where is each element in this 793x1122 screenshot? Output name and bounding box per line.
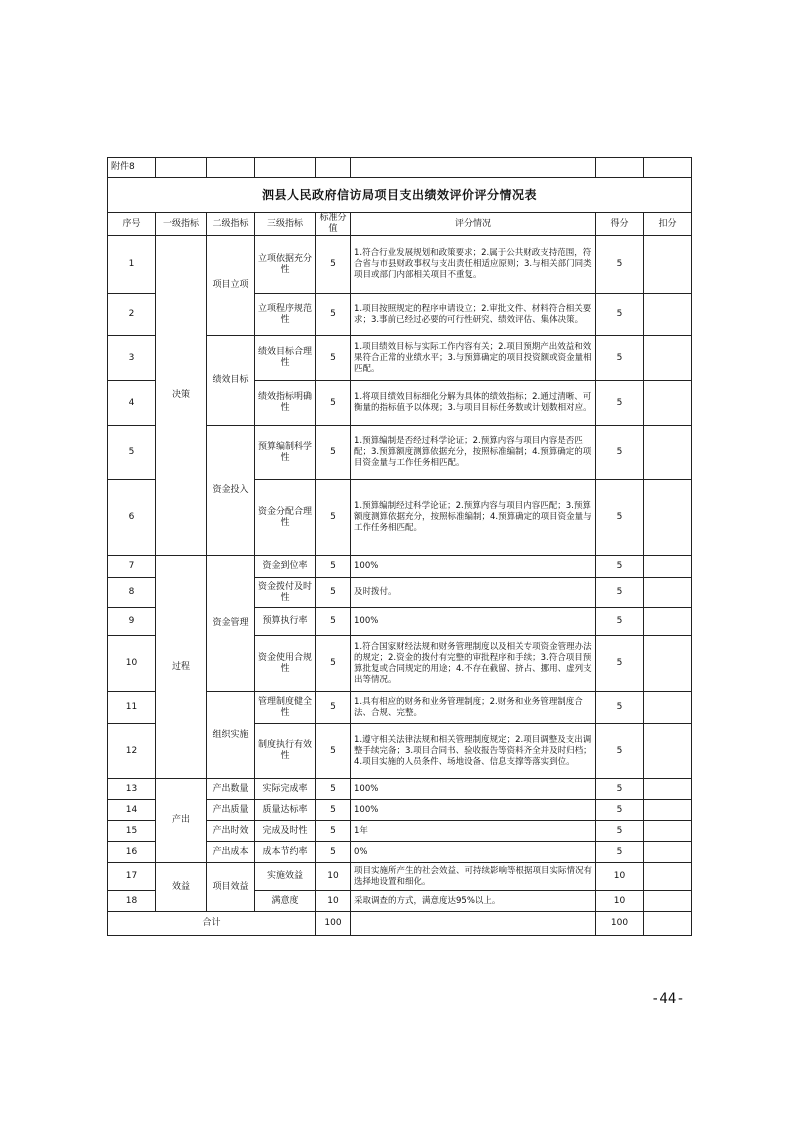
total-row bbox=[108, 912, 692, 936]
row-seq: 15 bbox=[108, 821, 156, 842]
row-standard: 10 bbox=[316, 863, 351, 891]
evaluation-table bbox=[107, 157, 692, 936]
header-standard: 标准分值 bbox=[316, 213, 351, 236]
row-standard: 5 bbox=[316, 821, 351, 842]
row-seq: 11 bbox=[108, 692, 156, 724]
row-evaluation: 1年 bbox=[351, 821, 596, 842]
row-deduction bbox=[644, 692, 692, 724]
header-score: 得分 bbox=[596, 213, 644, 236]
row-score: 5 bbox=[596, 426, 644, 480]
row-standard: 5 bbox=[316, 236, 351, 294]
row-deduction bbox=[644, 426, 692, 480]
row-level3: 预算执行率 bbox=[255, 608, 316, 636]
row-standard: 5 bbox=[316, 692, 351, 724]
table-row bbox=[108, 863, 692, 891]
row-standard: 5 bbox=[316, 724, 351, 779]
row-seq: 3 bbox=[108, 336, 156, 381]
row-evaluation: 项目实施所产生的社会效益、可持续影响等根据项目实际情况有选择地设置和细化。 bbox=[351, 863, 596, 891]
row-deduction bbox=[644, 863, 692, 891]
row-deduction bbox=[644, 842, 692, 863]
row-standard: 10 bbox=[316, 891, 351, 912]
row-seq: 16 bbox=[108, 842, 156, 863]
table-row bbox=[108, 556, 692, 578]
row-level3: 资金分配合理性 bbox=[255, 480, 316, 556]
row-level3: 资金拨付及时性 bbox=[255, 578, 316, 608]
row-level3: 资金使用合规性 bbox=[255, 636, 316, 692]
title-row bbox=[108, 178, 692, 213]
row-seq: 5 bbox=[108, 426, 156, 480]
row-level3: 实施效益 bbox=[255, 863, 316, 891]
row-level3: 制度执行有效性 bbox=[255, 724, 316, 779]
row-deduction bbox=[644, 480, 692, 556]
row-standard: 5 bbox=[316, 800, 351, 821]
row-score: 5 bbox=[596, 636, 644, 692]
row-evaluation: 1.预算编制是否经过科学论证；2.预算内容与项目内容是否匹配；3.预算额度测算依据充分，按照标准编制；4.预算确定的项目资金量与工作任务相匹配。 bbox=[351, 426, 596, 480]
row-score: 5 bbox=[596, 842, 644, 863]
row-evaluation: 采取调查的方式，满意度达95%以上。 bbox=[351, 891, 596, 912]
row-evaluation: 1.符合行业发展规划和政策要求；2.属于公共财政支持范围，符合省与市县财政事权与支出责任相适应原则；3.与相关部门同类项目或部门内部相关项目不重复。 bbox=[351, 236, 596, 294]
row-score: 5 bbox=[596, 480, 644, 556]
row-seq: 4 bbox=[108, 381, 156, 426]
header-level1: 一级指标 bbox=[156, 213, 207, 236]
row-deduction bbox=[644, 578, 692, 608]
row-score: 5 bbox=[596, 821, 644, 842]
header-seq: 序号 bbox=[108, 213, 156, 236]
level2-cell: 绩效目标 bbox=[207, 336, 255, 426]
table-title: 泗县人民政府信访局项目支出绩效评价评分情况表 bbox=[108, 178, 692, 213]
table-row bbox=[108, 236, 692, 294]
row-deduction bbox=[644, 636, 692, 692]
level1-cell: 产出 bbox=[156, 779, 207, 863]
row-evaluation: 1.符合国家财经法规和财务管理制度以及相关专项资金管理办法的规定；2.资金的拨付有完整的审批程序和手续；3.符合项目预算批复或合同规定的用途；4.不存在截留、挤占、挪用、虚列支出等情况。 bbox=[351, 636, 596, 692]
row-seq: 12 bbox=[108, 724, 156, 779]
row-level3: 预算编制科学性 bbox=[255, 426, 316, 480]
row-deduction bbox=[644, 381, 692, 426]
row-seq: 13 bbox=[108, 779, 156, 800]
row-level3: 实际完成率 bbox=[255, 779, 316, 800]
row-deduction bbox=[644, 724, 692, 779]
row-evaluation: 100% bbox=[351, 608, 596, 636]
row-evaluation: 1.预算编制经过科学论证；2.预算内容与项目内容匹配；3.预算额度测算依据充分，按照标准编制；4.预算确定的项目资金量与工作任务相匹配。 bbox=[351, 480, 596, 556]
row-score: 5 bbox=[596, 236, 644, 294]
row-standard: 5 bbox=[316, 294, 351, 336]
row-seq: 17 bbox=[108, 863, 156, 891]
row-evaluation: 及时拨付。 bbox=[351, 578, 596, 608]
row-deduction bbox=[644, 800, 692, 821]
row-seq: 18 bbox=[108, 891, 156, 912]
row-standard: 5 bbox=[316, 608, 351, 636]
row-deduction bbox=[644, 336, 692, 381]
row-score: 5 bbox=[596, 724, 644, 779]
header-level2: 二级指标 bbox=[207, 213, 255, 236]
header-deduction: 扣分 bbox=[644, 213, 692, 236]
row-score: 10 bbox=[596, 891, 644, 912]
row-standard: 5 bbox=[316, 336, 351, 381]
table-row bbox=[108, 779, 692, 800]
row-level3: 立项程序规范性 bbox=[255, 294, 316, 336]
level2-cell: 产出数量 bbox=[207, 779, 255, 800]
row-level3: 资金到位率 bbox=[255, 556, 316, 578]
attachment-row bbox=[108, 158, 692, 178]
row-deduction bbox=[644, 891, 692, 912]
row-deduction bbox=[644, 294, 692, 336]
row-score: 5 bbox=[596, 294, 644, 336]
row-score: 10 bbox=[596, 863, 644, 891]
row-evaluation: 100% bbox=[351, 800, 596, 821]
row-level3: 管理制度健全性 bbox=[255, 692, 316, 724]
row-deduction bbox=[644, 608, 692, 636]
header-level3: 三级指标 bbox=[255, 213, 316, 236]
row-score: 5 bbox=[596, 336, 644, 381]
header-row bbox=[108, 213, 692, 236]
row-score: 5 bbox=[596, 692, 644, 724]
row-score: 5 bbox=[596, 578, 644, 608]
row-evaluation: 0% bbox=[351, 842, 596, 863]
row-score: 5 bbox=[596, 779, 644, 800]
row-seq: 2 bbox=[108, 294, 156, 336]
row-standard: 5 bbox=[316, 578, 351, 608]
row-level3: 立项依据充分性 bbox=[255, 236, 316, 294]
level2-cell: 资金投入 bbox=[207, 426, 255, 556]
row-seq: 6 bbox=[108, 480, 156, 556]
row-level3: 完成及时性 bbox=[255, 821, 316, 842]
row-evaluation: 1.项目绩效目标与实际工作内容有关；2.项目预期产出效益和效果符合正常的业绩水平；3.与预算确定的项目投资额或资金量相匹配。 bbox=[351, 336, 596, 381]
total-score: 100 bbox=[596, 912, 644, 936]
level2-cell: 组织实施 bbox=[207, 692, 255, 779]
row-standard: 5 bbox=[316, 426, 351, 480]
level2-cell: 项目立项 bbox=[207, 236, 255, 336]
level2-cell: 资金管理 bbox=[207, 556, 255, 692]
row-evaluation: 100% bbox=[351, 556, 596, 578]
row-seq: 14 bbox=[108, 800, 156, 821]
row-level3: 满意度 bbox=[255, 891, 316, 912]
row-standard: 5 bbox=[316, 842, 351, 863]
row-level3: 成本节约率 bbox=[255, 842, 316, 863]
row-standard: 5 bbox=[316, 779, 351, 800]
level2-cell: 产出时效 bbox=[207, 821, 255, 842]
row-score: 5 bbox=[596, 556, 644, 578]
row-score: 5 bbox=[596, 608, 644, 636]
total-label: 合计 bbox=[108, 912, 316, 936]
row-evaluation: 1.具有相应的财务和业务管理制度；2.财务和业务管理制度合法、合规、完整。 bbox=[351, 692, 596, 724]
row-score: 5 bbox=[596, 381, 644, 426]
level2-cell: 项目效益 bbox=[207, 863, 255, 912]
level1-cell: 效益 bbox=[156, 863, 207, 912]
row-evaluation: 1.将项目绩效目标细化分解为具体的绩效指标；2.通过清晰、可衡量的指标值予以体现；3.与项目目标任务数或计划数相对应。 bbox=[351, 381, 596, 426]
row-deduction bbox=[644, 821, 692, 842]
attachment-label: 附件8 bbox=[108, 158, 156, 178]
level1-cell: 决策 bbox=[156, 236, 207, 556]
row-level3: 质量达标率 bbox=[255, 800, 316, 821]
row-evaluation: 1.项目按照规定的程序申请设立；2.审批文件、材料符合相关要求；3.事前已经过必要的可行性研究、绩效评估、集体决策。 bbox=[351, 294, 596, 336]
row-seq: 7 bbox=[108, 556, 156, 578]
row-standard: 5 bbox=[316, 556, 351, 578]
row-level3: 绩效目标合理性 bbox=[255, 336, 316, 381]
level1-cell: 过程 bbox=[156, 556, 207, 779]
row-deduction bbox=[644, 236, 692, 294]
header-evaluation: 评分情况 bbox=[351, 213, 596, 236]
row-deduction bbox=[644, 779, 692, 800]
row-level3: 绩效指标明确性 bbox=[255, 381, 316, 426]
level2-cell: 产出成本 bbox=[207, 842, 255, 863]
row-seq: 8 bbox=[108, 578, 156, 608]
row-deduction bbox=[644, 556, 692, 578]
row-seq: 10 bbox=[108, 636, 156, 692]
row-standard: 5 bbox=[316, 381, 351, 426]
row-standard: 5 bbox=[316, 480, 351, 556]
row-seq: 9 bbox=[108, 608, 156, 636]
row-score: 5 bbox=[596, 800, 644, 821]
row-seq: 1 bbox=[108, 236, 156, 294]
row-standard: 5 bbox=[316, 636, 351, 692]
row-evaluation: 1.遵守相关法律法规和相关管理制度规定；2.项目调整及支出调整手续完备；3.项目合同书、验收报告等资料齐全并及时归档；4.项目实施的人员条件、场地设备、信息支撑等落实到位。 bbox=[351, 724, 596, 779]
page-number: -44- bbox=[651, 991, 685, 1007]
row-evaluation: 100% bbox=[351, 779, 596, 800]
total-standard: 100 bbox=[316, 912, 351, 936]
level2-cell: 产出质量 bbox=[207, 800, 255, 821]
